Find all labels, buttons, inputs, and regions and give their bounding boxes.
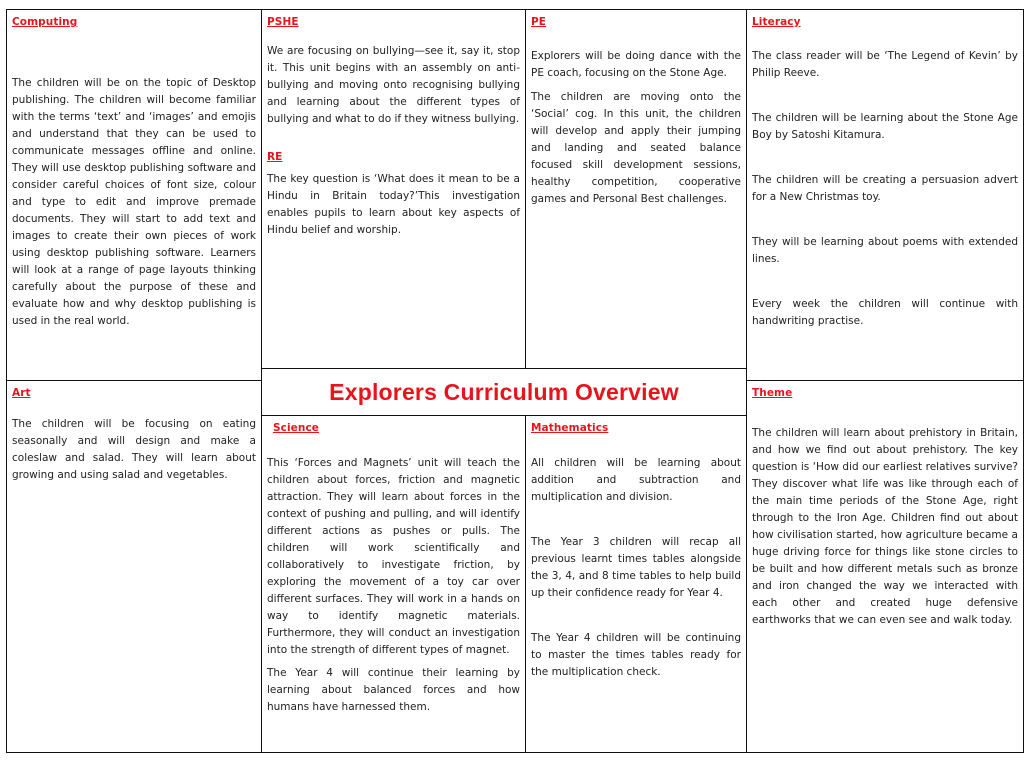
pshe-re-panel xyxy=(261,9,526,369)
science-text-2: The Year 4 will continue their learning by learning about balanced forces and how humans have harnessed them. xyxy=(267,667,520,713)
science-heading: Science xyxy=(273,422,320,434)
literacy-heading: Literacy xyxy=(752,16,801,28)
page-title: Explorers Curriculum Overview xyxy=(329,378,679,405)
art-text: The children will be focusing on eating seasonally and will design and make a coleslaw and salad. They will learn about growing and using salad and vegetables. xyxy=(12,418,256,481)
pshe-text: We are focusing on bullying—see it, say it, stop it. This unit begins with an assembly on anti-bullying and moving onto recognising bullying and learning about the different types of bullying and what to do if they witness bullying. xyxy=(267,45,520,125)
theme-heading: Theme xyxy=(752,387,793,399)
theme-panel xyxy=(746,380,1024,753)
literacy-panel xyxy=(746,9,1024,381)
science-panel xyxy=(261,415,526,753)
pshe-heading: PSHE xyxy=(267,16,299,28)
pe-text-2: The children are moving onto the ‘Social’ cog. In this unit, the children will develop and apply their jumping and landing and seated balance focused skill development sessions, healthy competition, cooperative games and Personal Best challenges. xyxy=(531,91,741,205)
literacy-text-4: They will be learning about poems with extended lines. xyxy=(752,236,1018,265)
computing-text: The children will be on the topic of Desktop publishing. The children will become familiar with the terms ‘text’ and ‘images’ and emojis and understand that they can be used to communicate messages offline and online. They will use desktop publishing software and consider careful choices of font size, colour and type to edit and improve premade documents. They will start to add text and images to create their own pieces of work using desktop publishing software. Learners will look at a range of page layouts thinking carefully about the purpose of these and evaluate how and why desktop publishing is used in the real world. xyxy=(12,77,256,327)
literacy-text-1: The class reader will be ‘The Legend of Kevin’ by Philip Reeve. xyxy=(752,50,1018,79)
science-text-1: This ‘Forces and Magnets’ unit will teach the children about forces, friction and magnetic attraction. They will learn about forces in the context of pushing and pulling, and will identify different actions as pushes or pulls. The children will work scientifically and collaboratively to investigate friction, by exploring the movement of a toy car over different surfaces. They will work in a hands on way to identify magnetic materials. Furthermore, they will conduct an investigation into the strength of different types of magnet. xyxy=(267,457,520,656)
re-heading: RE xyxy=(267,151,283,163)
computing-heading: Computing xyxy=(12,16,78,28)
pe-heading: PE xyxy=(531,16,547,28)
literacy-text-3: The children will be creating a persuasion advert for a New Christmas toy. xyxy=(752,174,1018,203)
art-heading: Art xyxy=(12,387,31,399)
mathematics-text-3: The Year 4 children will be continuing to master the times tables ready for the multiplication check. xyxy=(531,632,741,678)
computing-panel xyxy=(6,9,262,381)
re-text: The key question is ‘What does it mean to be a Hindu in Britain today?’This investigation enables pupils to learn about key aspects of Hindu belief and worship. xyxy=(267,173,520,236)
art-panel xyxy=(6,380,262,753)
pe-panel xyxy=(525,9,747,369)
mathematics-panel xyxy=(525,415,747,753)
theme-text: The children will learn about prehistory in Britain, and how we find out about prehistory. The key question is ‘How did our earliest relatives survive? They discover what life was like through each of the main time periods of the Stone Age, right through to the Iron Age. Children find out about how civilisation started, how agriculture became a huge driving force for things like stone circles to be built and how different metals such as bronze and iron changed the way we interacted with each other and created huge defensive earthworks that we can even see and walk today. xyxy=(752,427,1018,626)
mathematics-heading: Mathematics xyxy=(531,422,609,434)
mathematics-text-1: All children will be learning about addition and subtraction and multiplication and division. xyxy=(531,457,741,503)
pe-text-1: Explorers will be doing dance with the PE coach, focusing on the Stone Age. xyxy=(531,50,741,79)
literacy-text-5: Every week the children will continue with handwriting practise. xyxy=(752,298,1018,327)
mathematics-text-2: The Year 3 children will recap all previous learnt times tables alongside the 3, 4, and 8 time tables to help build up their confidence ready for Year 4. xyxy=(531,536,741,599)
literacy-text-2: The children will be learning about the Stone Age Boy by Satoshi Kitamura. xyxy=(752,112,1018,141)
